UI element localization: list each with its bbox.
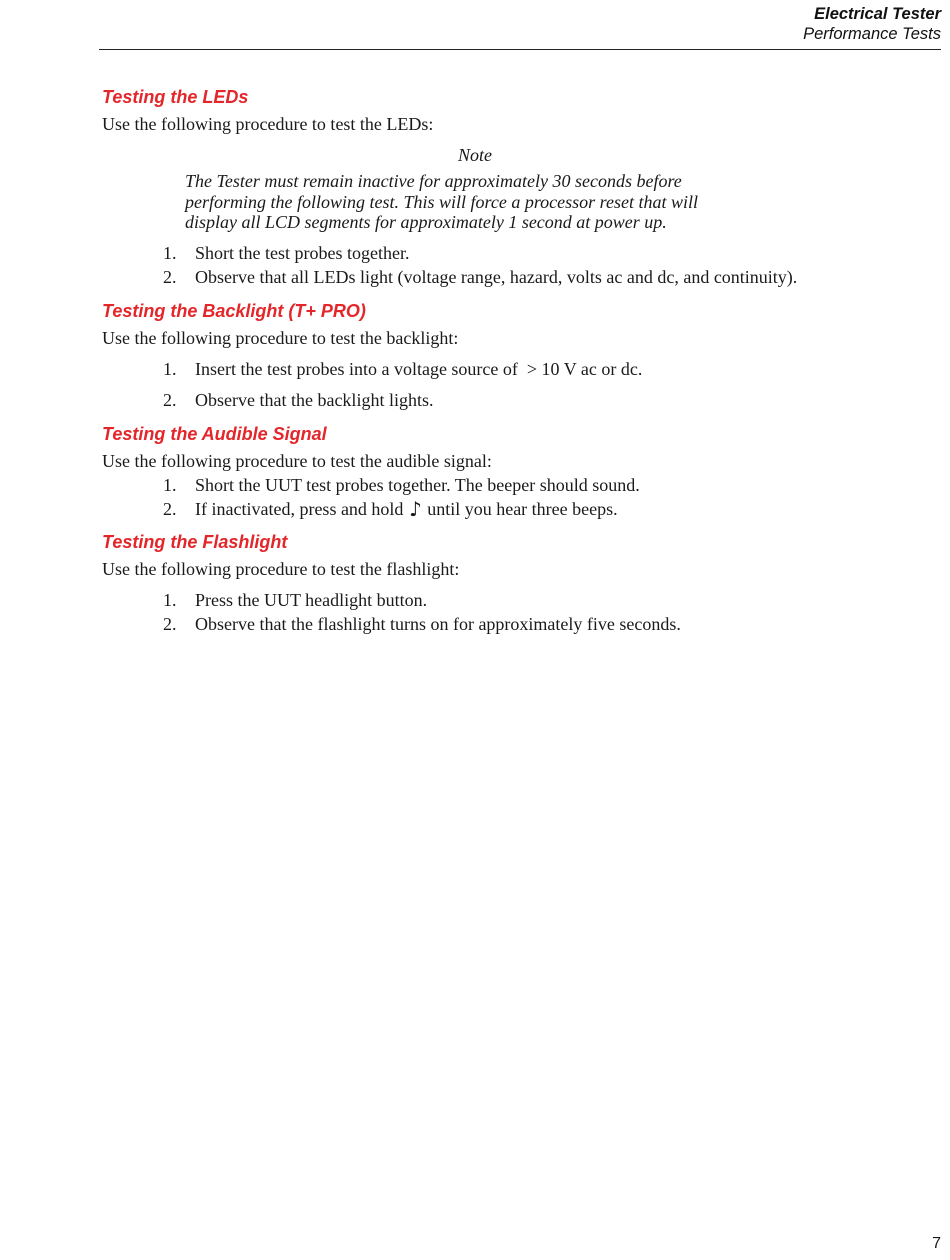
step-text: Press the UUT headlight button. [195,590,428,610]
section-heading-backlight: Testing the Backlight (T+ PRO) [102,301,366,321]
section-heading-leds: Testing the LEDs [102,87,249,107]
list-item [163,613,681,635]
step-number: 1. [163,475,177,495]
music-note-icon: ♪ [408,497,422,521]
list-item [163,589,427,611]
list-item [163,242,409,264]
step-text-after: until you hear three beeps. [427,499,618,519]
note-label: Note [458,145,492,165]
step-number: 2. [163,267,177,287]
section-intro-backlight: Use the following procedure to test the backlight: [102,328,459,348]
running-header [803,4,941,44]
note-line: performing the following test. This will force a processor reset that will [185,191,698,212]
note-line: The Tester must remain inactive for approximately 30 seconds before [185,171,682,191]
step-text: Short the UUT test probes together. The beeper should sound. [195,475,640,495]
step-number: 1. [163,359,177,379]
section-intro-audible: Use the following procedure to test the audible signal: [102,451,492,471]
header-divider [99,49,941,50]
note-body [185,171,785,233]
chapter-title: Performance Tests [803,25,941,43]
step-number: 2. [163,390,177,410]
section-intro-leds: Use the following procedure to test the LEDs: [102,114,434,134]
list-item [163,266,797,288]
section-intro-flashlight: Use the following procedure to test the flashlight: [102,559,460,579]
step-number: 1. [163,590,177,610]
page-number: 7 [932,1235,941,1252]
section-heading-flashlight: Testing the Flashlight [102,532,288,552]
step-number: 1. [163,243,177,263]
step-number: 2. [163,614,177,634]
step-text: Insert the test probes into a voltage source of > 10 V ac or dc. [195,359,643,379]
note-line: display all LCD segments for approximately 1 second at power up. [185,212,667,232]
list-item [163,389,433,411]
step-text: Short the test probes together. [195,243,410,263]
document-title: Electrical Tester [814,5,941,23]
step-number: 2. [163,499,177,519]
step-text: Observe that the flashlight turns on for approximately five seconds. [195,614,681,634]
section-heading-audible: Testing the Audible Signal [102,424,327,444]
step-text-before: If inactivated, press and hold [195,499,404,519]
list-item [163,358,642,380]
list-item [163,474,640,496]
step-text: Observe that all LEDs light (voltage range, hazard, volts ac and dc, and continuity). [195,267,798,287]
step-text: Observe that the backlight lights. [195,390,434,410]
list-item [163,498,618,520]
